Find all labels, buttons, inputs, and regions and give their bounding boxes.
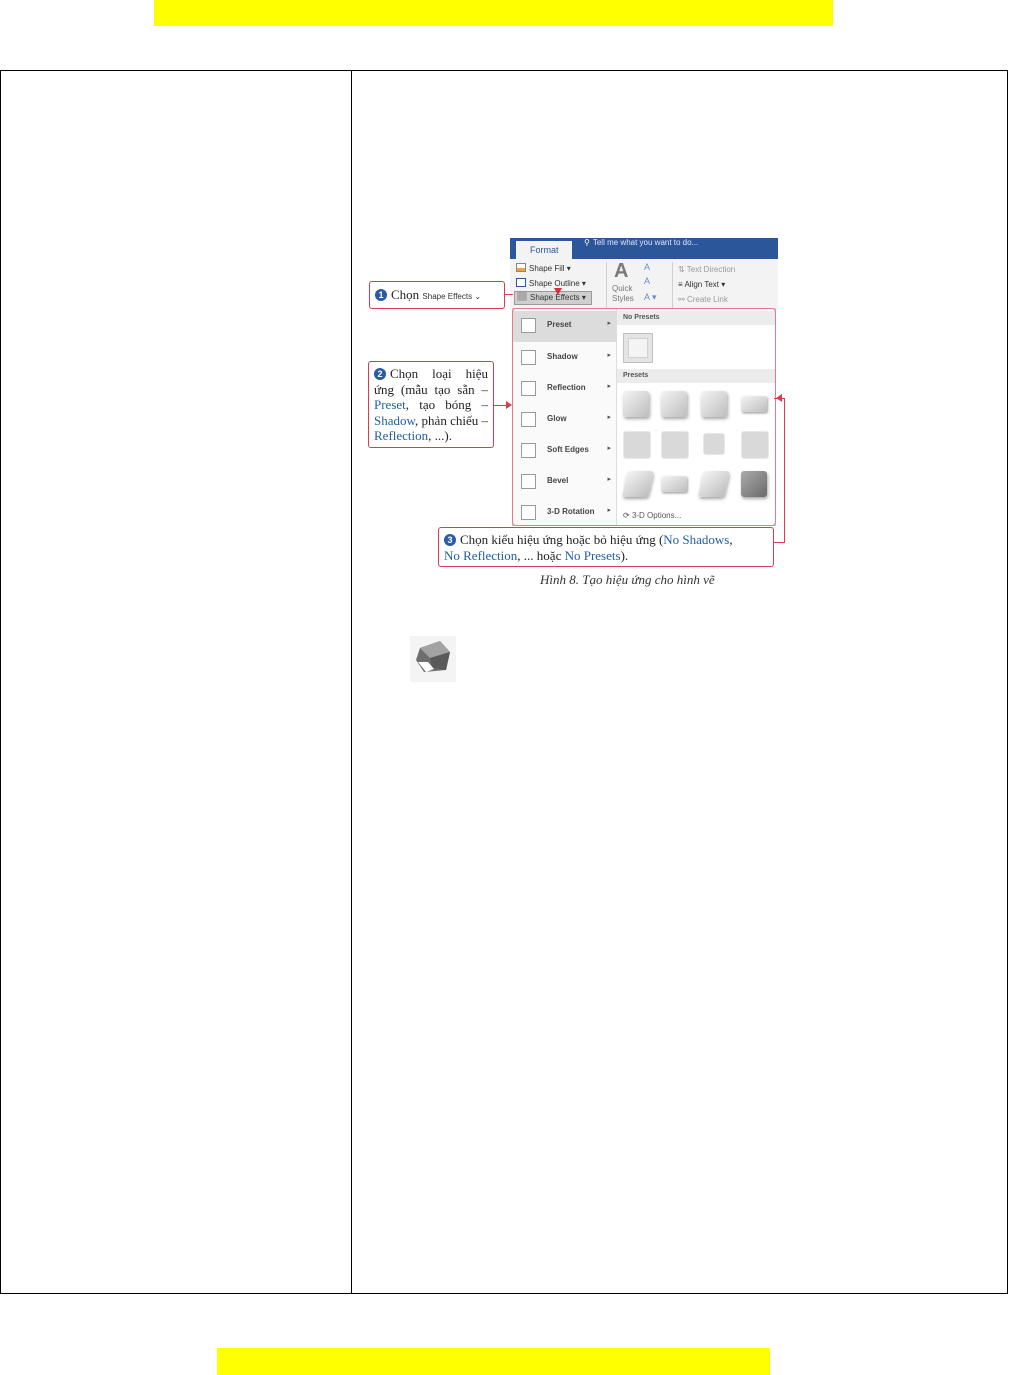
paint-bucket-icon xyxy=(516,263,526,272)
align-text-icon: ≡ xyxy=(678,280,685,289)
menu-item-label: 3-D Rotation xyxy=(547,507,595,516)
term-no-shadows: No Shadows xyxy=(663,532,730,547)
callout-text: , phản chiếu – xyxy=(415,412,488,428)
3d-options-icon: ⟳ xyxy=(623,511,632,520)
connector-line xyxy=(784,398,785,543)
footer-highlight-bar xyxy=(217,1348,770,1375)
presets-header: Presets xyxy=(617,369,776,383)
arrow-right-icon xyxy=(506,401,512,409)
callout-text: Chọn xyxy=(391,287,420,302)
arrow-left-icon xyxy=(776,394,782,402)
chevron-right-icon: ▸ xyxy=(607,445,611,452)
term-no-reflection: No Reflection xyxy=(444,547,518,563)
menu-item-label: Shadow xyxy=(547,352,578,361)
callout-text: , ... hoặc xyxy=(517,547,565,563)
tell-me-text: Tell me what you want to do... xyxy=(592,238,699,247)
callout-text: , xyxy=(729,532,733,547)
callout-text: Chọn kiểu hiệu ứng hoặc bỏ hiệu ứng ( xyxy=(460,532,664,547)
chevron-right-icon: ▸ xyxy=(607,352,611,359)
term-shadow: Shadow xyxy=(374,412,416,428)
step-number-badge: 1 xyxy=(375,289,387,301)
ribbon-tab-bar xyxy=(510,238,778,259)
callout-text: , ...). xyxy=(428,428,452,443)
pointer-arrow-icon xyxy=(554,288,562,295)
callout-step-3 xyxy=(438,527,774,567)
connector-line xyxy=(505,294,513,295)
quick-styles-label: Quick Styles xyxy=(612,284,634,303)
3d-options-label: 3-D Options... xyxy=(631,511,682,520)
tab-format[interactable]: Format xyxy=(516,241,572,259)
chevron-right-icon: ▸ xyxy=(607,383,611,390)
create-link-label: Create Link xyxy=(686,295,728,304)
text-direction-button[interactable] xyxy=(678,264,735,276)
shape-outline-label: Shape Outline xyxy=(529,279,580,288)
chevron-right-icon: ▸ xyxy=(607,414,611,421)
tell-me-box[interactable] xyxy=(584,238,698,259)
menu-item-label: Soft Edges xyxy=(547,445,589,454)
text-fill-icon[interactable]: A xyxy=(644,262,651,272)
callout-step-1 xyxy=(369,281,505,309)
shape-effects-label: Shape Effects xyxy=(530,293,580,302)
word-ribbon xyxy=(510,238,778,310)
ribbon-separator xyxy=(606,262,607,308)
step-number-badge: 2 xyxy=(374,368,386,380)
text-outline-icon[interactable]: A xyxy=(644,276,651,286)
no-presets-header: No Presets xyxy=(617,311,776,325)
chevron-right-icon: ▸ xyxy=(607,507,611,514)
link-icon: ⚯ xyxy=(678,295,687,304)
lightbulb-icon: ⚲ xyxy=(584,238,590,247)
callout-text: Chọn loại hiệu ứng (mẫu tạo sẵn – xyxy=(374,366,488,397)
term-preset: Preset xyxy=(374,397,406,412)
text-direction-label: Text Direction xyxy=(686,265,736,274)
shape-effects-small-icon xyxy=(517,292,527,301)
shape-outline-button[interactable]: Shape Outline ▾ xyxy=(516,278,586,290)
text-direction-icon: ⇅ xyxy=(678,265,687,274)
callout-step-2 xyxy=(368,361,494,448)
menu-item-label: Glow xyxy=(547,414,567,423)
figure-caption: Hình 8. Tạo hiệu ứng cho hình vẽ xyxy=(540,572,715,587)
menu-item-label: Bevel xyxy=(547,476,569,485)
chevron-right-icon: ▸ xyxy=(607,320,611,327)
callout-text: ). xyxy=(620,547,629,563)
menu-item-label: Preset xyxy=(547,320,572,329)
callout-text: , tạo bóng – xyxy=(405,397,488,412)
dropdown-highlight-frame xyxy=(512,308,776,526)
ribbon-separator xyxy=(672,262,673,308)
create-link-button[interactable] xyxy=(678,294,728,306)
header-highlight-bar xyxy=(154,0,833,26)
chevron-down-icon: ⌄ xyxy=(472,292,482,301)
chevron-right-icon: ▸ xyxy=(607,476,611,483)
shape-fill-button[interactable]: Shape Fill ▾ xyxy=(516,263,571,275)
menu-item-label: Reflection xyxy=(547,383,586,392)
shape-effects-icon xyxy=(410,636,456,682)
shape-effects-button[interactable]: Shape Effects ▾ xyxy=(517,292,586,304)
text-effects-icon[interactable]: A ▾ xyxy=(644,292,657,302)
pen-icon xyxy=(516,278,526,287)
step-number-badge: 3 xyxy=(444,534,456,546)
shape-fill-label: Shape Fill xyxy=(529,264,565,273)
term-reflection: Reflection xyxy=(374,428,429,443)
align-text-label: Align Text xyxy=(684,280,719,289)
column-divider xyxy=(351,71,352,1293)
quick-styles-icon[interactable]: A xyxy=(614,260,629,282)
align-text-button[interactable]: ≡ Align Text ▾ xyxy=(678,280,726,289)
connector-line xyxy=(774,542,785,543)
callout-shape-effects-label: Shape Effects xyxy=(422,292,473,301)
term-no-presets: No Presets xyxy=(564,547,621,563)
figure-8 xyxy=(366,228,786,593)
